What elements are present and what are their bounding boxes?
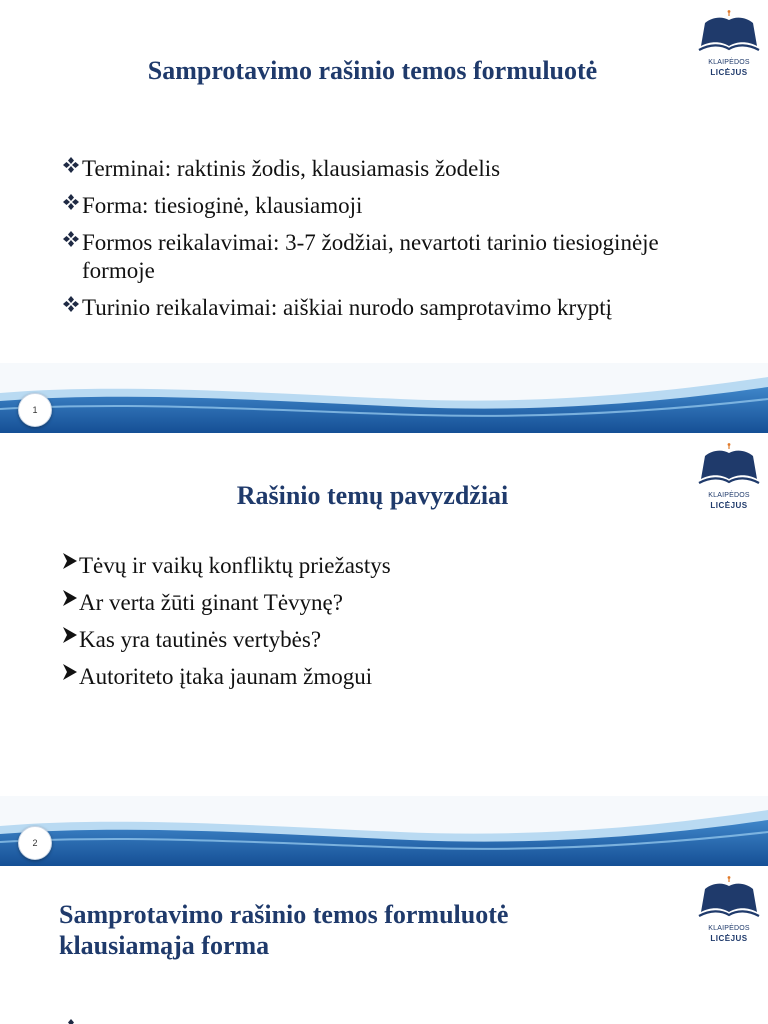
- logo-line-1: KLAIPĖDOS: [708, 59, 750, 66]
- arrow-bullet-icon: [62, 661, 79, 689]
- school-logo: [697, 10, 761, 77]
- bullet-text: Ar verta žūti ginant Tėvynę?: [79, 590, 343, 615]
- page-number-badge: 2: [18, 826, 52, 860]
- wave-footer: [0, 796, 768, 866]
- slide-title: Samprotavimo rašinio temos formuluotė klausiamąja forma: [59, 900, 509, 960]
- diamond-bullet-icon: [62, 190, 82, 218]
- bullet-text: Forma: tiesioginė, klausiamoji: [82, 193, 363, 218]
- logo-line-1: KLAIPĖDOS: [708, 925, 750, 932]
- page-number-badge: 1: [18, 393, 52, 427]
- list-item: [62, 663, 702, 691]
- wave-footer: [0, 363, 768, 433]
- arrow-bullet-icon: [62, 550, 79, 578]
- bullet-text: Terminai: raktinis žodis, klausiamasis žodelis: [82, 156, 501, 181]
- school-logo: [697, 443, 761, 510]
- logo-line-2: LICĖJUS: [710, 501, 748, 510]
- bullet-text: Kas yra tautinės vertybės?: [79, 627, 322, 652]
- school-logo: [697, 876, 761, 943]
- diamond-bullet-icon: [62, 292, 82, 320]
- diamond-bullet-icon: [62, 227, 82, 255]
- list-item: [62, 294, 702, 322]
- slide-title: Samprotavimo rašinio temos formuluotė: [147, 56, 598, 85]
- bullet-text: Turinio reikalavimai: aiškiai nurodo samprotavimo kryptį: [82, 295, 612, 320]
- bullet-text: Tėvų ir vaikų konfliktų priežastys: [79, 553, 391, 578]
- slide-1: [0, 0, 768, 433]
- arrow-bullet-icon: [62, 624, 79, 652]
- arrow-bullet-icon: [62, 587, 79, 615]
- slide-2: [0, 433, 768, 866]
- diamond-bullet-icon: [62, 153, 82, 181]
- bullet-list: [62, 155, 702, 331]
- diamond-bullet-icon: [62, 1018, 80, 1024]
- slide-3: [0, 866, 768, 1024]
- bullet-text: Formos reikalavimai: 3-7 žodžiai, nevartoti tarinio tiesioginėje formoje: [82, 230, 659, 283]
- list-item: [62, 229, 702, 285]
- list-item: [62, 626, 702, 654]
- slide-title: Rašinio temų pavyzdžiai: [236, 481, 509, 510]
- open-book-logo-icon: [697, 876, 761, 924]
- list-item: [62, 589, 702, 617]
- bullet-list: [62, 552, 702, 700]
- logo-line-1: KLAIPĖDOS: [708, 492, 750, 499]
- list-item: [62, 552, 702, 580]
- open-book-logo-icon: [697, 443, 761, 491]
- list-item: [62, 155, 702, 183]
- logo-line-2: LICĖJUS: [710, 68, 748, 77]
- open-book-logo-icon: [697, 10, 761, 58]
- logo-line-2: LICĖJUS: [710, 934, 748, 943]
- bullet-text: Autoriteto įtaka jaunam žmogui: [79, 664, 373, 689]
- list-item: [62, 192, 702, 220]
